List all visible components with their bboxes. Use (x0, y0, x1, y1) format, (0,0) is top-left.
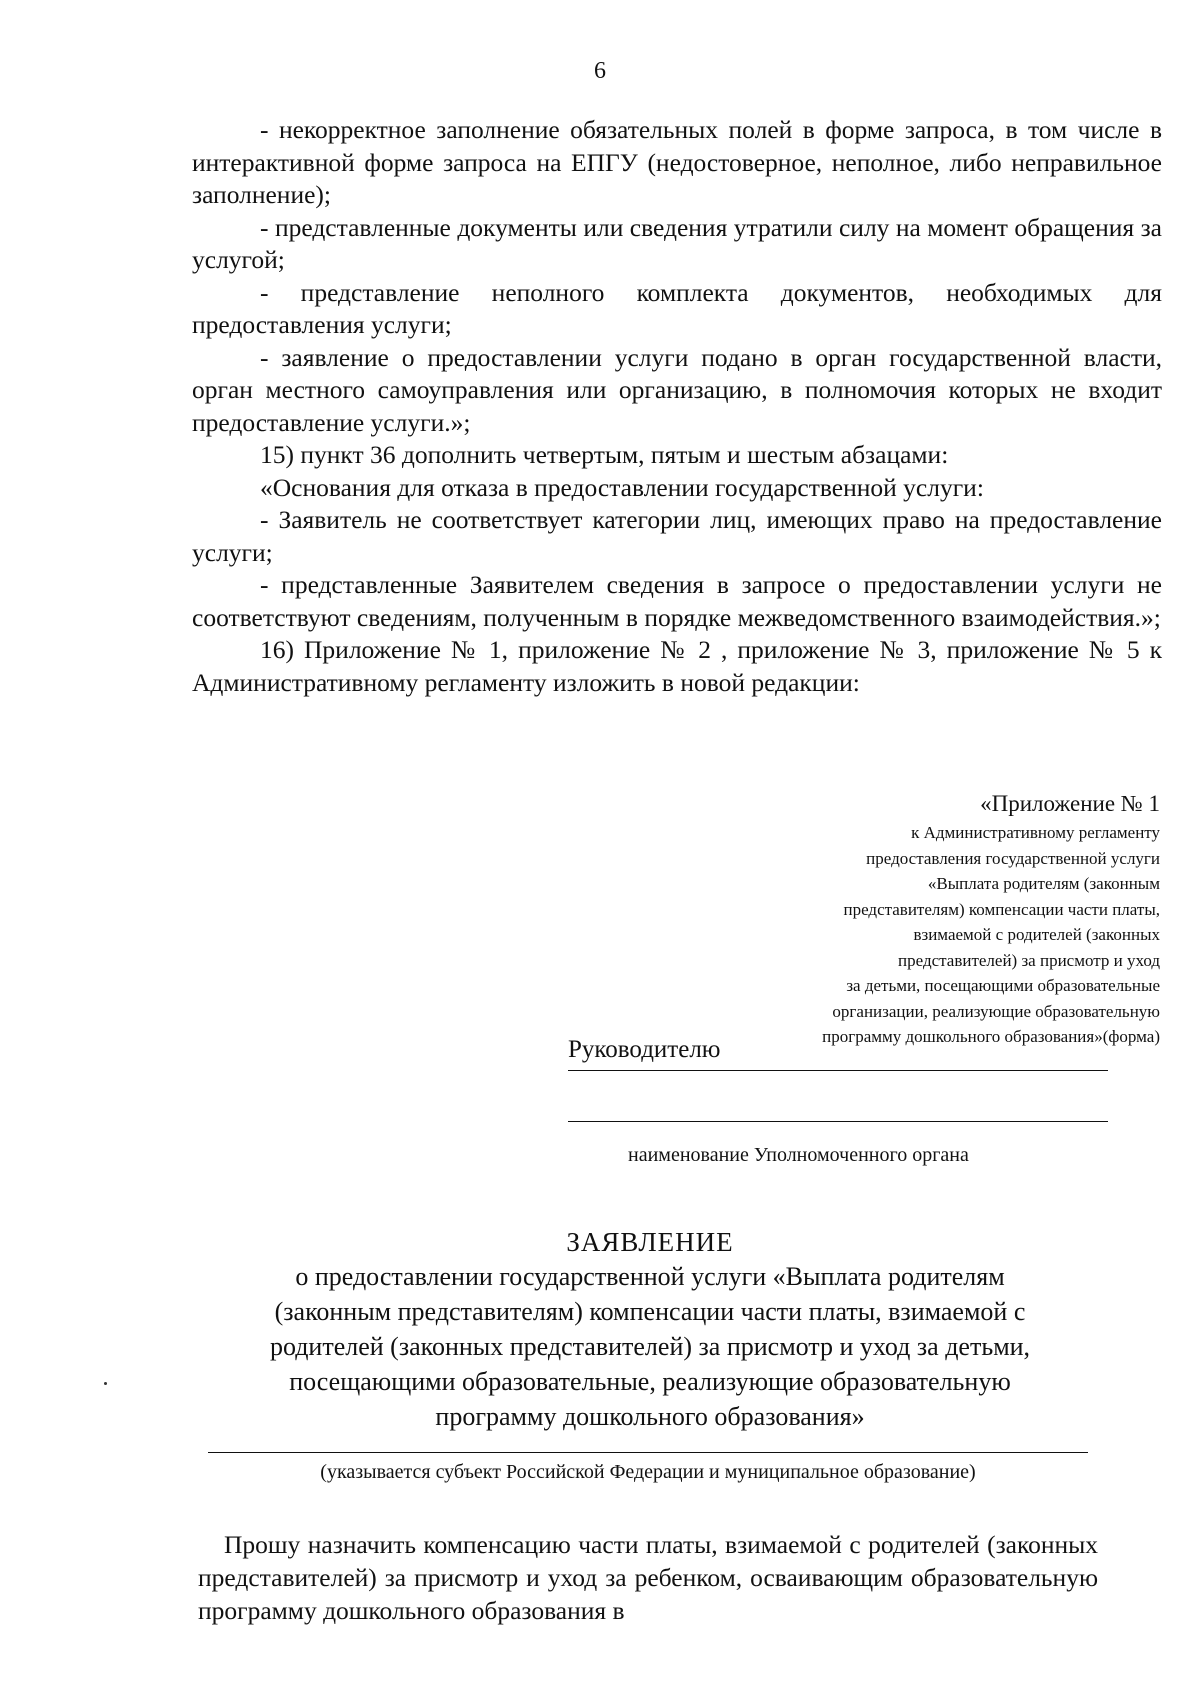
paragraph-4: - заявление о предоставлении услуги подано в орган государственной власти, орган местного самоуправления или организацию, в полномочия которых не входит предоставление услуги.»; (192, 342, 1162, 437)
statement-subtitle-line: о предоставлении государственной услуги «Выплата родителям (295, 1262, 1005, 1291)
statement-subtitle-line: посещающими образовательные, реализующие образовательную (289, 1367, 1011, 1396)
paragraph-1: - некорректное заполнение обязательных полей в форме запроса, в том числе в интерактивной форме запроса на ЕПГУ (недостоверное, неполное, либо неправильное заполнение); (192, 115, 1162, 209)
statement-heading (200, 1225, 1100, 1434)
statement-subtitle-line: (законным представителям) компенсации части платы, взимаемой с (274, 1297, 1026, 1326)
addressee-label: Руководителю (568, 1036, 721, 1063)
paragraph-3: - представление неполного комплекта документов, необходимых для предоставления услуги; (192, 277, 1162, 339)
request-paragraph: Прошу назначить компенсацию части платы, взимаемой с родителей (законных представителей) за присмотр и уход за ребенком, осваивающим образовательную программу дошкольного образования в (198, 1530, 1098, 1625)
statement-subtitle-line: родителей (законных представителей) за присмотр и уход за детьми, (269, 1332, 1031, 1361)
request-text (198, 1528, 1098, 1627)
statement-title: ЗАЯВЛЕНИЕ (566, 1227, 734, 1257)
region-caption: (указывается субъект Российской Федерации и муниципальное образование) (320, 1461, 976, 1483)
addressee-caption: наименование Уполномоченного органа (628, 1144, 969, 1166)
page-number: 6 (594, 58, 606, 84)
appendix-line: представителей) за присмотр и уход (898, 950, 1160, 970)
paragraph-2: - представленные документы или сведения утратили силу на момент обращения за услугой; (192, 212, 1162, 274)
paragraph-9: 16) Приложение № 1, приложение № 2 , приложение № 3, приложение № 5 к Административному регламенту изложить в новой редакции: (192, 635, 1162, 697)
paragraph-6: «Основания для отказа в предоставлении государственной услуги: (260, 472, 984, 502)
appendix-line: взимаемой с родителей (законных (913, 925, 1160, 944)
region-blank-line[interactable] (208, 1452, 1088, 1453)
appendix-line: организации, реализующие образовательную (832, 1001, 1160, 1021)
body-text (192, 114, 1162, 699)
appendix-title: «Приложение № 1 (980, 791, 1160, 816)
appendix-line: предоставления государственной услуги (866, 848, 1160, 868)
addressee-blank-line-2[interactable] (568, 1121, 1108, 1122)
paragraph-7: - Заявитель не соответствует категории лиц, имеющих право на предоставление услуги; (192, 505, 1162, 567)
paragraph-8: - представленные Заявителем сведения в запросе о предоставлении услуги не соответствуют сведениям, полученным в порядке межведомственного взаимодействия.»; (192, 570, 1162, 632)
scan-speck (104, 1382, 107, 1385)
addressee-block (568, 1030, 1108, 1167)
appendix-header (640, 788, 1160, 1050)
appendix-line: представителям) компенсации части платы, (843, 899, 1160, 919)
region-field (208, 1452, 1088, 1484)
appendix-line: к Административному регламенту (911, 823, 1160, 842)
statement-subtitle-line: программу дошкольного образования» (435, 1402, 865, 1431)
appendix-line: программу дошкольного образования»(форма) (822, 1027, 1160, 1046)
appendix-line: «Выплата родителям (законным (927, 874, 1160, 893)
paragraph-5: 15) пункт 36 дополнить четвертым, пятым и шестым абзацами: (260, 440, 949, 469)
addressee-blank-line-1[interactable] (568, 1070, 1108, 1071)
appendix-line: за детьми, посещающими образовательные (846, 976, 1160, 995)
